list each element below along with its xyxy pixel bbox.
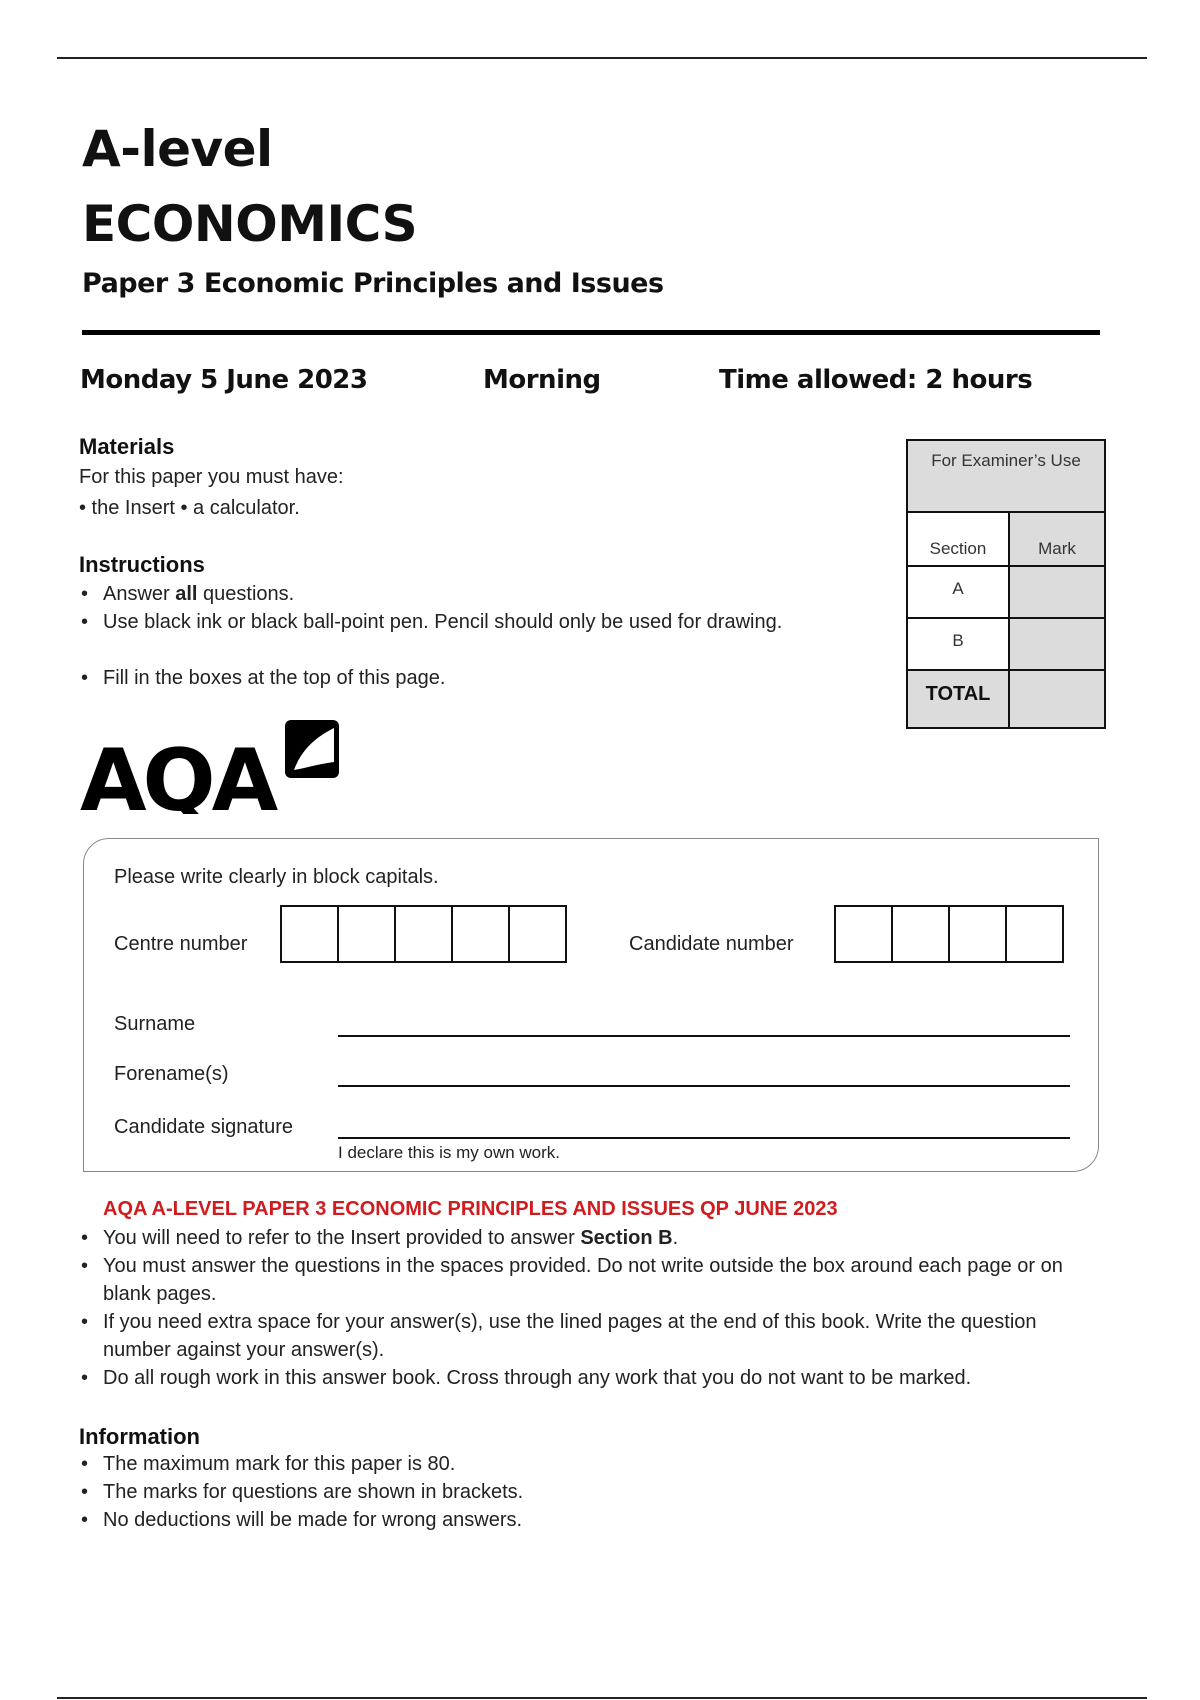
information-heading: Information (79, 1424, 200, 1449)
materials-section (79, 434, 344, 520)
centre-digit-box[interactable] (339, 907, 396, 961)
exam-session: Morning (483, 365, 601, 395)
aqa-logo-icon (80, 718, 342, 814)
candidate-digit-box[interactable] (1007, 907, 1062, 961)
centre-number-label: Centre number (114, 933, 248, 955)
time-allowed: Time allowed: 2 hours (719, 365, 1033, 395)
centre-digit-box[interactable] (396, 907, 453, 961)
additional-instructions-list (79, 1224, 1099, 1392)
instruction-item: • Use black ink or black ball-point pen. Pencil should only be used for drawing. (79, 608, 782, 636)
instruction-item: • Fill in the boxes at the top of this page. (79, 664, 782, 692)
information-item: • The maximum mark for this paper is 80. (79, 1450, 523, 1478)
section-b-mark-cell[interactable] (1009, 618, 1105, 670)
examiner-use-table (906, 439, 1106, 729)
surname-input[interactable] (338, 1035, 1070, 1037)
top-rule (57, 57, 1147, 59)
section-a-mark-cell[interactable] (1009, 566, 1105, 618)
exam-date: Monday 5 June 2023 (80, 365, 368, 395)
paper-title: Paper 3 Economic Principles and Issues (82, 268, 664, 299)
materials-intro: For this paper you must have: (79, 466, 344, 488)
instruction-item: • Do all rough work in this answer book. Cross through any work that you do not want to be marked. (79, 1364, 1099, 1392)
candidate-digit-box[interactable] (950, 907, 1007, 961)
instruction-item: • Answer all questions. (79, 580, 782, 608)
total-label: TOTAL (907, 670, 1009, 728)
information-item: • No deductions will be made for wrong answers. (79, 1506, 523, 1534)
column-header-mark: Mark (1009, 512, 1105, 566)
instructions-heading: Instructions (79, 552, 205, 577)
instruction-item: • You will need to refer to the Insert provided to answer Section B. (79, 1224, 1099, 1252)
bottom-rule (57, 1697, 1147, 1699)
centre-digit-box[interactable] (282, 907, 339, 961)
materials-heading: Materials (79, 434, 175, 459)
instruction-item: • If you need extra space for your answer(s), use the lined pages at the end of this book. Write the question number against your answer(s). (79, 1308, 1099, 1364)
signature-input[interactable] (338, 1137, 1070, 1139)
candidate-details-box (83, 838, 1099, 1172)
centre-digit-box[interactable] (510, 907, 565, 961)
title-divider (82, 330, 1100, 335)
forenames-label: Forename(s) (114, 1063, 229, 1085)
centre-number-boxes (280, 905, 567, 963)
subject-title: ECONOMICS (82, 195, 418, 253)
instructions-section (79, 552, 782, 692)
instruction-item: • You must answer the questions in the spaces provided. Do not write outside the box around each page or on blank pages. (79, 1252, 1099, 1308)
section-b-label: B (907, 618, 1009, 670)
declaration-text: I declare this is my own work. (338, 1143, 561, 1162)
surname-label: Surname (114, 1013, 196, 1035)
information-section (79, 1424, 523, 1534)
candidate-number-boxes (834, 905, 1064, 963)
candidate-digit-box[interactable] (893, 907, 950, 961)
document-watermark-heading: AQA A-LEVEL PAPER 3 ECONOMIC PRINCIPLES AND ISSUES QP JUNE 2023 (103, 1198, 838, 1220)
signature-label: Candidate signature (114, 1116, 294, 1138)
examiner-table-title: For Examiner’s Use (907, 440, 1105, 512)
aqa-logo (80, 718, 342, 819)
section-a-label: A (907, 566, 1009, 618)
qualification-level: A-level (82, 120, 273, 178)
instructions-list (79, 580, 782, 692)
candidate-number-label: Candidate number (629, 933, 794, 955)
information-item: • The marks for questions are shown in brackets. (79, 1478, 523, 1506)
materials-items: • the Insert • a calculator. (79, 497, 300, 519)
centre-digit-box[interactable] (453, 907, 510, 961)
information-list (79, 1450, 523, 1534)
total-mark-cell[interactable] (1009, 670, 1105, 728)
forenames-input[interactable] (338, 1085, 1070, 1087)
svg-text:AQA: AQA (80, 731, 275, 814)
column-header-section: Section (907, 512, 1009, 566)
candidate-digit-box[interactable] (836, 907, 893, 961)
block-capitals-prompt: Please write clearly in block capitals. (114, 866, 439, 888)
